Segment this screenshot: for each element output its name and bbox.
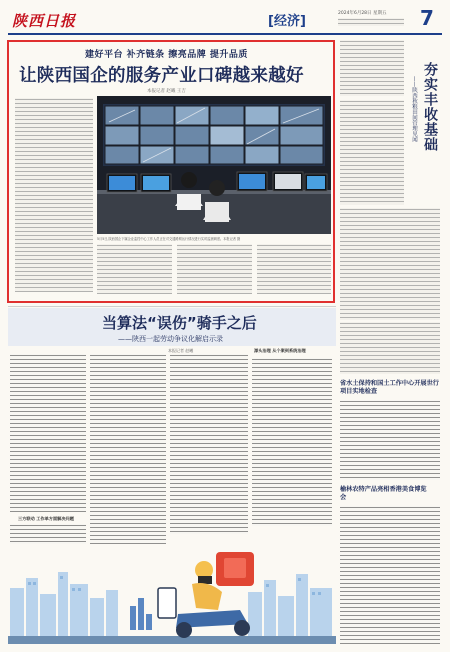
feature-body-text-col1 — [15, 98, 93, 292]
side-news-1-body — [340, 400, 440, 480]
lower-text-col4 — [252, 358, 332, 526]
feature-photo — [97, 96, 331, 234]
feature-article-box — [7, 40, 335, 303]
side-news-1 — [340, 380, 442, 480]
feature-body-text-col2 — [97, 244, 172, 294]
lower-headline: 当算法“误伤”骑手之后 — [102, 314, 257, 332]
lower-subheadline: ——陕西一起劳动争议化解启示录 — [118, 335, 223, 343]
masthead-info-text — [338, 18, 404, 26]
control-center-illustration — [97, 96, 331, 234]
page-number: 7 — [420, 6, 434, 30]
right-column-text-lower — [340, 322, 440, 374]
feature-body-text-col3 — [177, 244, 252, 294]
lower-subhead-1: 三方联动 工作单方面解决问题 — [18, 516, 74, 521]
side-news-1-headline: 省水土保持和国土工作中心开展世行项目实地检查 — [340, 380, 439, 395]
right-vertical-headline — [410, 62, 440, 182]
lower-text-col1-a — [10, 354, 86, 512]
lower-byline: 本报记者 赵曦 — [168, 348, 194, 353]
lower-subhead-3: 源头治理 从个案到系统治理 — [254, 348, 306, 353]
right-headline: 夯实丰收基础 — [422, 62, 438, 152]
masthead — [8, 6, 442, 34]
right-column-text-mid — [340, 100, 404, 205]
feature-headline: 让陕西国企的服务产业口碑越来越好 — [19, 66, 304, 86]
lower-text-col2 — [90, 354, 166, 550]
lower-article — [8, 308, 336, 646]
date-line: 2024年6月28日 星期五 — [338, 11, 387, 16]
right-subheadline: ——陕西秋粮田间管理见闻 — [411, 76, 417, 142]
delivery-rider-illustration — [8, 544, 336, 644]
section-divider — [8, 306, 336, 307]
feature-byline: 本报记者 赵曦 王吉 — [147, 89, 186, 94]
feature-kicker: 建好平台 补齐链条 擦亮品牌 提升品质 — [85, 50, 248, 60]
masthead-rule — [8, 33, 442, 35]
side-news-2-headline: 榆林农特产品亮相香港美食博览会 — [340, 486, 427, 501]
paper-name: 陕西日报 — [12, 12, 77, 30]
feature-photo-caption: 5月5日,陕西国企下属企业监控中心工作人员正在对交通路网运行情况进行实时监测调度。本报记者 摄 — [97, 237, 241, 241]
right-column-text-low — [340, 208, 440, 320]
lower-text-col3 — [170, 354, 248, 534]
right-column-text-top — [340, 40, 404, 96]
side-news-2 — [340, 486, 442, 646]
feature-body-text-col4 — [257, 244, 331, 294]
side-news-2-body — [340, 506, 440, 644]
section-label: [经济] — [268, 14, 306, 29]
